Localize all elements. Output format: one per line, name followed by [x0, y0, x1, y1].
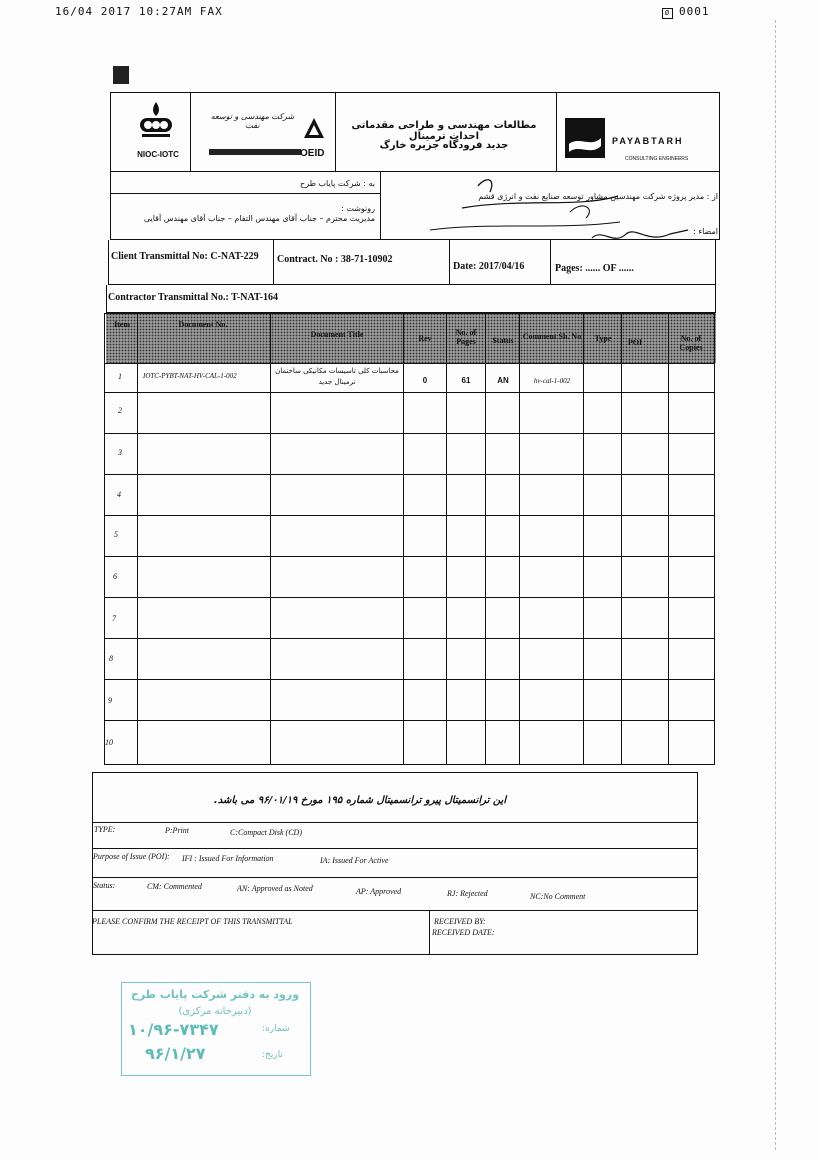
pages-field: Pages: ...... OF ......	[555, 263, 634, 274]
fax-icon: Ø	[662, 8, 673, 19]
nioc-logo-icon	[136, 100, 176, 142]
type-print: P:Print	[165, 826, 189, 835]
table-row-item: 2	[118, 406, 122, 415]
table-row-comment: hv-cal-1-002	[533, 377, 571, 385]
table-row-title: محاسبات کلی تاسیسات مکانیکی ساختمان ترمینال جدید	[275, 367, 399, 386]
status-cm: CM: Commented	[147, 882, 202, 891]
date-field: Date: 2017/04/16	[453, 261, 525, 272]
col-header-status: Status	[492, 336, 514, 345]
table-row-item: 3	[118, 448, 122, 457]
table-row-item: 8	[109, 654, 113, 663]
col-header-item: Item	[114, 320, 130, 329]
fax-timestamp: 16/04 2017 10:27AM FAX	[55, 5, 223, 18]
table-row-rev: 0	[422, 376, 428, 385]
type-label: TYPE:	[94, 825, 116, 834]
table-row-item: 4	[117, 490, 121, 499]
stamp-subtitle: (دبیرخانه مرکزی)	[178, 1006, 252, 1017]
col-header-rev: Rev	[418, 334, 432, 343]
signature-label: امضاء :	[693, 227, 718, 236]
cc-label: رونوشت :	[341, 204, 375, 213]
from-field: از : مدیر پروژه شرکت مهندسین مشاور توسعه صنایع نفت و انرژی قشم	[478, 192, 718, 201]
table-row-item: 7	[112, 614, 116, 623]
table-row-item: 5	[114, 530, 118, 539]
stamp-number-value: ۱۰/۹۶-۷۳۴۷	[128, 1020, 219, 1039]
table-row-pages: 61	[461, 376, 471, 385]
stamp-title: ورود به دفتر شرکت پایاب طرح	[130, 988, 300, 1001]
cc-value: مدیریت محترم – جناب آقای مهندس التفام – جناب آقای مهندس آقایی	[143, 214, 375, 223]
status-label: Status:	[93, 881, 116, 890]
table-row-item: 10	[105, 738, 113, 747]
payabtarh-sub: CONSULTING ENGINEERS	[625, 156, 689, 162]
contract-no: Contract. No : 38-71-10902	[277, 254, 393, 265]
oeid-label: OEID	[300, 148, 325, 159]
scan-edge	[775, 20, 776, 1150]
table-row-item: 1	[118, 372, 122, 381]
col-header-doc-no: Document No.	[178, 320, 228, 329]
table-row-doc-no: IOTC-PYBT-NAT-HV-CAL-1-002	[143, 372, 237, 380]
col-header-title: Document Title	[310, 330, 364, 339]
oeid-persian-script: شرکت مهندسی و توسعه نفت	[210, 112, 295, 130]
col-header-comment: Comment Sh. No	[522, 332, 582, 341]
stamp-date-value: ۹۶/۱/۲۷	[145, 1044, 206, 1063]
received-date: RECEIVED DATE:	[432, 928, 495, 937]
stamp-number-label: شماره:	[262, 1024, 290, 1034]
table-row-item: 9	[108, 696, 112, 705]
poi-ifi: IFI : Issued For Information	[182, 854, 274, 863]
poi-ia: IA: Issued For Active	[320, 856, 389, 865]
status-nc: NC:No Comment	[530, 892, 586, 901]
col-header-copies: No. of Copies	[679, 334, 703, 352]
poi-label: Purpose of Issue (POI):	[93, 852, 170, 861]
table-row-status: AN	[497, 376, 509, 385]
payabtarh-name: PAYABTARH	[612, 136, 684, 146]
status-an: AN: Approved as Noted	[237, 884, 313, 893]
confirm-receipt: PLEASE CONFIRM THE RECEIPT OF THIS TRANSMITTAL	[92, 917, 293, 926]
status-rj: RJ: Rejected	[447, 889, 488, 898]
reference-note: این ترانسمیتال پیرو ترانسمیتال شماره ۱۹۵ مورخ ۹۶/۰۱/۱۹ می باشد.	[213, 795, 507, 806]
fax-page-number: Ø 0001	[662, 5, 710, 19]
oeid-logo-icon	[302, 116, 326, 142]
oeid-bar	[209, 149, 301, 155]
corner-mark	[113, 66, 129, 84]
received-by: RECEIVED BY:	[434, 917, 486, 926]
client-transmittal-no: Client Transmittal No: C-NAT-229	[111, 251, 259, 262]
contractor-transmittal-no: Contractor Transmittal No.: T-NAT-164	[108, 292, 278, 303]
stamp-date-label: تاریخ:	[262, 1050, 283, 1060]
col-header-poi: POI	[627, 338, 643, 347]
nioc-label: NIOC-IOTC	[137, 150, 179, 159]
type-cd: C:Compact Disk (CD)	[230, 828, 302, 837]
project-title-line1: مطالعات مهندسی و طراحی مقدماتی احداث ترمینال	[351, 120, 537, 142]
col-header-pages: No. of Pages	[455, 328, 477, 346]
status-ap: AP: Approved	[356, 887, 402, 896]
table-row-item: 6	[113, 572, 117, 581]
project-title-line2: جدید فرودگاه جزیره خارگ	[379, 140, 509, 151]
to-field: به : شرکت پایاب طرح	[300, 179, 375, 188]
payabtarh-logo-icon	[565, 118, 605, 158]
col-header-type: Type	[594, 334, 612, 343]
